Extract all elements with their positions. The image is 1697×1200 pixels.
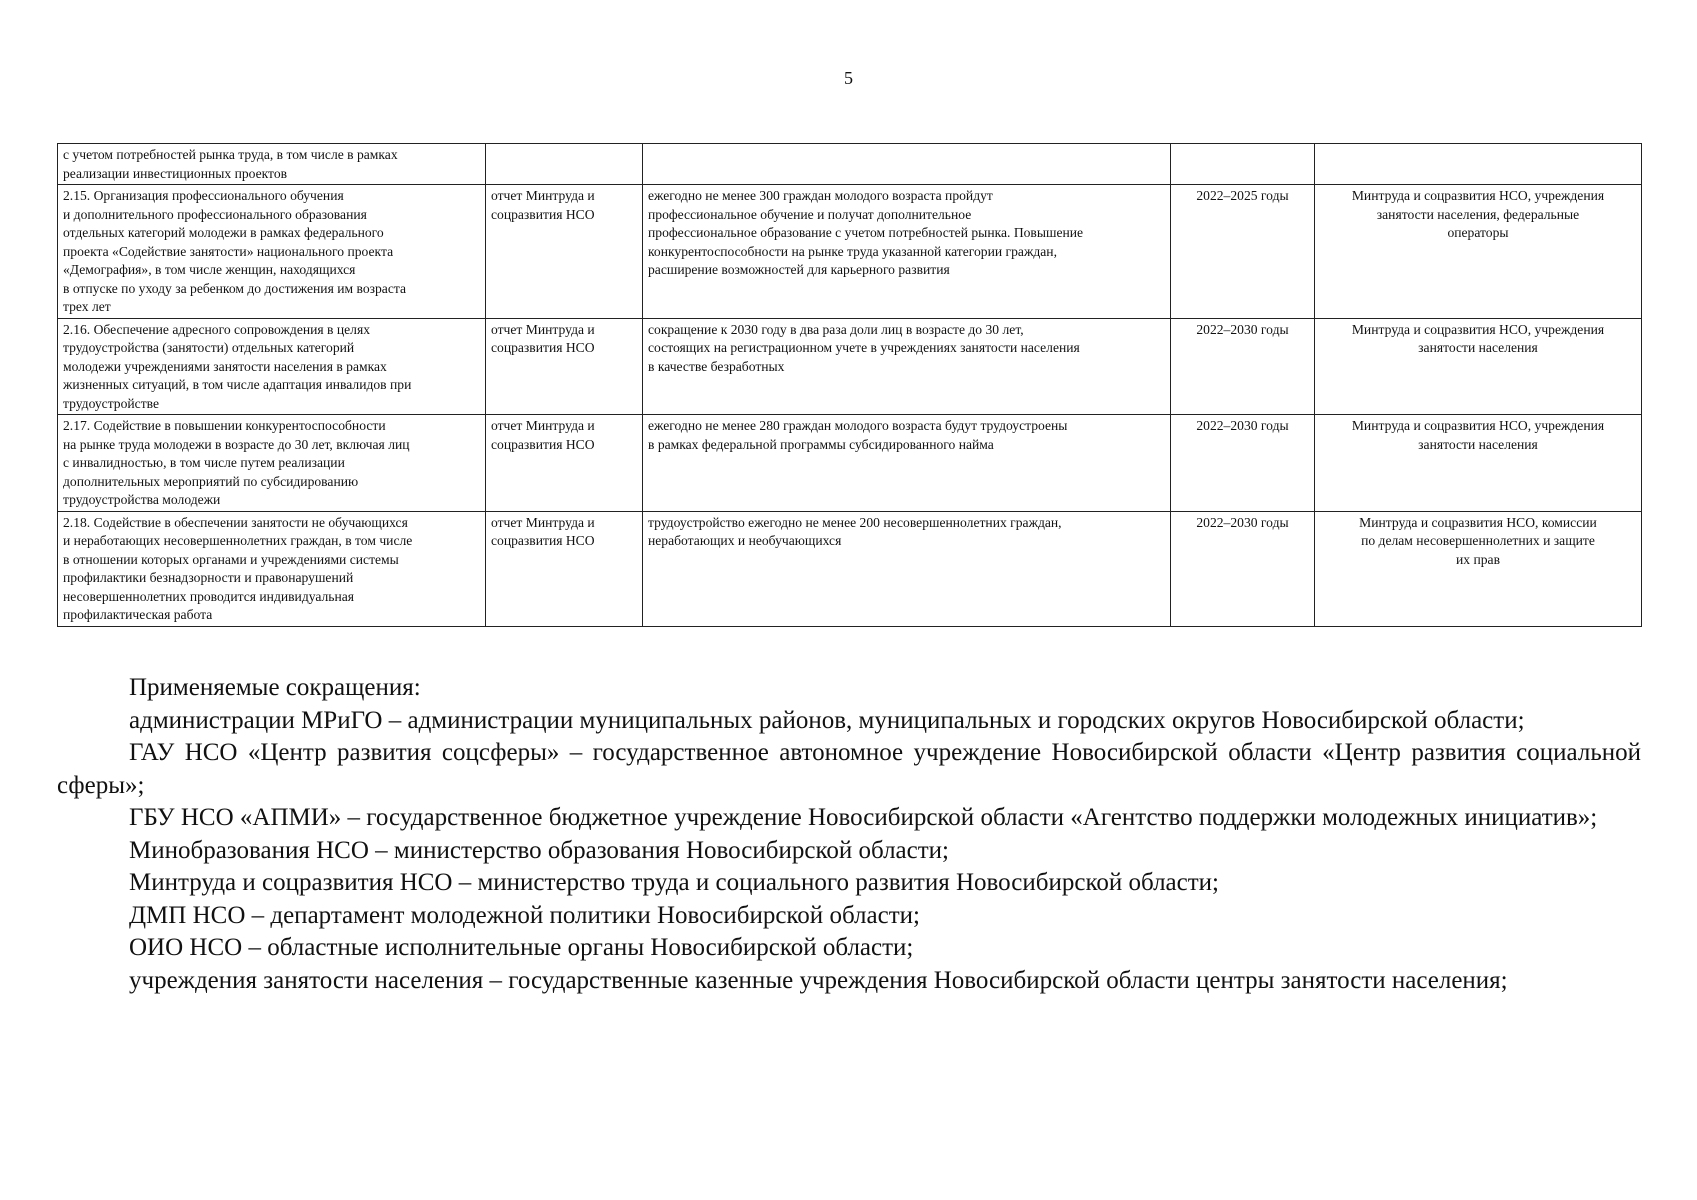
table-row <box>58 185 1642 319</box>
table-row <box>58 318 1642 415</box>
cell-text-line: профилактики безнадзорности и правонарушений <box>63 570 354 585</box>
executors-cell <box>1315 185 1642 319</box>
cell-text-line: трудоустройстве <box>63 395 160 411</box>
cell-text-line: в рамках федеральной программы субсидированного найма <box>648 436 994 452</box>
cell-text-line: соцразвития НСО <box>491 206 595 222</box>
abbreviation-item: ГБУ НСО «АПМИ» – государственное бюджетное учреждение Новосибирской области «Агентство поддержки молодежных инициатив»; <box>129 804 1598 831</box>
abbreviation-item: Минтруда и соцразвития НСО – министерство труда и социального развития Новосибирской области; <box>129 869 1219 896</box>
cell-text-line: в отношении которых органами и учреждениями системы <box>63 551 399 567</box>
cell-text-line: отчет Минтруда и <box>491 188 595 203</box>
cell-text-line: дополнительных мероприятий по субсидированию <box>63 473 359 489</box>
cell-text-line: 2.16. Обеспечение адресного сопровождения в целях <box>63 321 371 337</box>
cell-text-line: их прав <box>1456 551 1500 567</box>
abbreviation-item: учреждения занятости населения – государственные казенные учреждения Новосибирской области центры занятости населения; <box>129 966 1508 994</box>
cell-text-line: молодежи учреждениями занятости населения в рамках <box>63 358 387 374</box>
cell-text-line: проекта «Содействие занятости» национального проекта <box>63 243 394 259</box>
cell-text: 2022–2030 годы <box>1196 321 1289 337</box>
cell-text-line: расширение возможностей для карьерного развития <box>648 262 950 277</box>
period-cell <box>1171 144 1315 185</box>
measure-cell <box>58 415 486 512</box>
cell-text-line: ежегодно не менее 300 граждан молодого возраста пройдут <box>648 188 993 203</box>
cell-text-line: ежегодно не менее 280 граждан молодого возраста будут трудоустроены <box>648 418 1068 433</box>
cell-text-line: трудоустройства (занятости) отдельных категорий <box>63 340 355 355</box>
cell-text-line: реализации инвестиционных проектов <box>63 165 288 181</box>
cell-text-line: жизненных ситуаций, в том числе адаптация инвалидов при <box>63 377 412 392</box>
report-form-cell <box>486 318 643 415</box>
expected-result-cell <box>643 415 1171 512</box>
cell-text-line: состоящих на регистрационном учете в учреждениях занятости населения <box>648 340 1080 355</box>
cell-text-line: трудоустройства молодежи <box>63 492 221 507</box>
abbreviations-heading: Применяемые сокращения: <box>129 674 421 701</box>
cell-text-line: 2.15. Организация профессионального обучения <box>63 188 344 203</box>
measures-table <box>57 143 1642 627</box>
cell-text-line: несовершеннолетних проводится индивидуальная <box>63 588 355 604</box>
report-form-cell <box>486 415 643 512</box>
executors-cell <box>1315 415 1642 512</box>
cell-text-line: отдельных категорий молодежи в рамках федерального <box>63 225 384 240</box>
cell-text-line: в отпуске по уходу за ребенком до достижения им возраста <box>63 280 407 296</box>
cell-text-line: профессиональное обучение и получат дополнительное <box>648 206 972 222</box>
cell-text-line: занятости населения <box>1418 340 1538 355</box>
executors-cell <box>1315 318 1642 415</box>
page-number: 5 <box>844 68 853 88</box>
cell-text-line: 2.17. Содействие в повышении конкурентоспособности <box>63 418 386 433</box>
cell-text-line: соцразвития НСО <box>491 340 595 355</box>
cell-text-line: с инвалидностью, в том числе путем реализации <box>63 455 345 470</box>
cell-text-line: в качестве безработных <box>648 358 785 374</box>
table-row <box>58 415 1642 512</box>
cell-text-line: и дополнительного профессионального образования <box>63 206 367 222</box>
cell-text-line: профессиональное образование с учетом потребностей рынка. Повышение <box>648 225 1084 240</box>
period-cell <box>1171 185 1315 319</box>
cell-text-line: отчет Минтруда и <box>491 418 595 433</box>
table-body <box>58 144 1642 627</box>
report-form-cell <box>486 511 643 626</box>
cell-text-line: 2.18. Содействие в обеспечении занятости не обучающихся <box>63 514 408 530</box>
cell-text-line: неработающих и необучающихся <box>648 533 842 548</box>
abbreviation-item: администрации МРиГО – администрации муниципальных районов, муниципальных и городских округов Новосибирской области; <box>129 706 1525 734</box>
cell-text-line: сокращение к 2030 году в два раза доли лиц в возрасте до 30 лет, <box>648 321 1024 337</box>
cell-text-line: с учетом потребностей рынка труда, в том числе в рамках <box>63 147 398 162</box>
expected-result-cell <box>643 511 1171 626</box>
report-form-cell <box>486 144 643 185</box>
cell-text-line: Минтруда и соцразвития НСО, учреждения <box>1351 418 1605 433</box>
table-row <box>58 144 1642 185</box>
cell-text: 2022–2030 годы <box>1196 418 1289 433</box>
cell-text-line: конкурентоспособности на рынке труда указанной категории граждан, <box>648 243 1057 259</box>
report-form-cell <box>486 185 643 319</box>
cell-text-line: занятости населения <box>1418 436 1538 452</box>
measure-cell <box>58 144 486 185</box>
measure-cell <box>58 511 486 626</box>
abbreviation-item: ОИО НСО – областные исполнительные органы Новосибирской области; <box>129 934 914 961</box>
cell-text-line: «Демография», в том числе женщин, находящихся <box>63 262 356 277</box>
measure-cell <box>58 185 486 319</box>
cell-text-line: по делам несовершеннолетних и защите <box>1361 533 1595 548</box>
table-row <box>58 511 1642 626</box>
cell-text-line: и неработающих несовершеннолетних граждан, в том числе <box>63 533 413 548</box>
cell-text-line: операторы <box>1447 225 1509 240</box>
cell-text-line: Минтруда и соцразвития НСО, учреждения <box>1351 321 1605 337</box>
period-cell <box>1171 415 1315 512</box>
cell-text-line: соцразвития НСО <box>491 533 595 548</box>
abbreviation-item: ДМП НСО – департамент молодежной политики Новосибирской области; <box>129 901 920 929</box>
expected-result-cell <box>643 185 1171 319</box>
cell-text-line: профилактическая работа <box>63 607 213 622</box>
cell-text: 2022–2030 годы <box>1196 514 1289 530</box>
cell-text-line: отчет Минтруда и <box>491 514 595 530</box>
cell-text-line: на рынке труда молодежи в возрасте до 30 лет, включая лиц <box>63 436 410 452</box>
expected-result-cell <box>643 144 1171 185</box>
cell-text-line: занятости населения, федеральные <box>1376 206 1580 222</box>
cell-text-line: Минтруда и соцразвития НСО, учреждения <box>1351 188 1605 203</box>
cell-text-line: отчет Минтруда и <box>491 321 595 337</box>
cell-text-line: Минтруда и соцразвития НСО, комиссии <box>1359 514 1597 530</box>
period-cell <box>1171 511 1315 626</box>
expected-result-cell <box>643 318 1171 415</box>
abbreviation-item: ГАУ НСО «Центр развития соцсферы» – государственное автономное учреждение Новосибирской области «Центр развития социальной сферы»; <box>57 739 1641 799</box>
executors-cell <box>1315 511 1642 626</box>
cell-text-line: трех лет <box>63 299 111 314</box>
measure-cell <box>58 318 486 415</box>
cell-text: 2022–2025 годы <box>1196 188 1289 203</box>
period-cell <box>1171 318 1315 415</box>
executors-cell <box>1315 144 1642 185</box>
abbreviations-section <box>57 672 1641 997</box>
cell-text-line: трудоустройство ежегодно не менее 200 несовершеннолетних граждан, <box>648 514 1062 530</box>
abbreviation-item: Минобразования НСО – министерство образования Новосибирской области; <box>129 836 949 864</box>
cell-text-line: соцразвития НСО <box>491 436 595 452</box>
